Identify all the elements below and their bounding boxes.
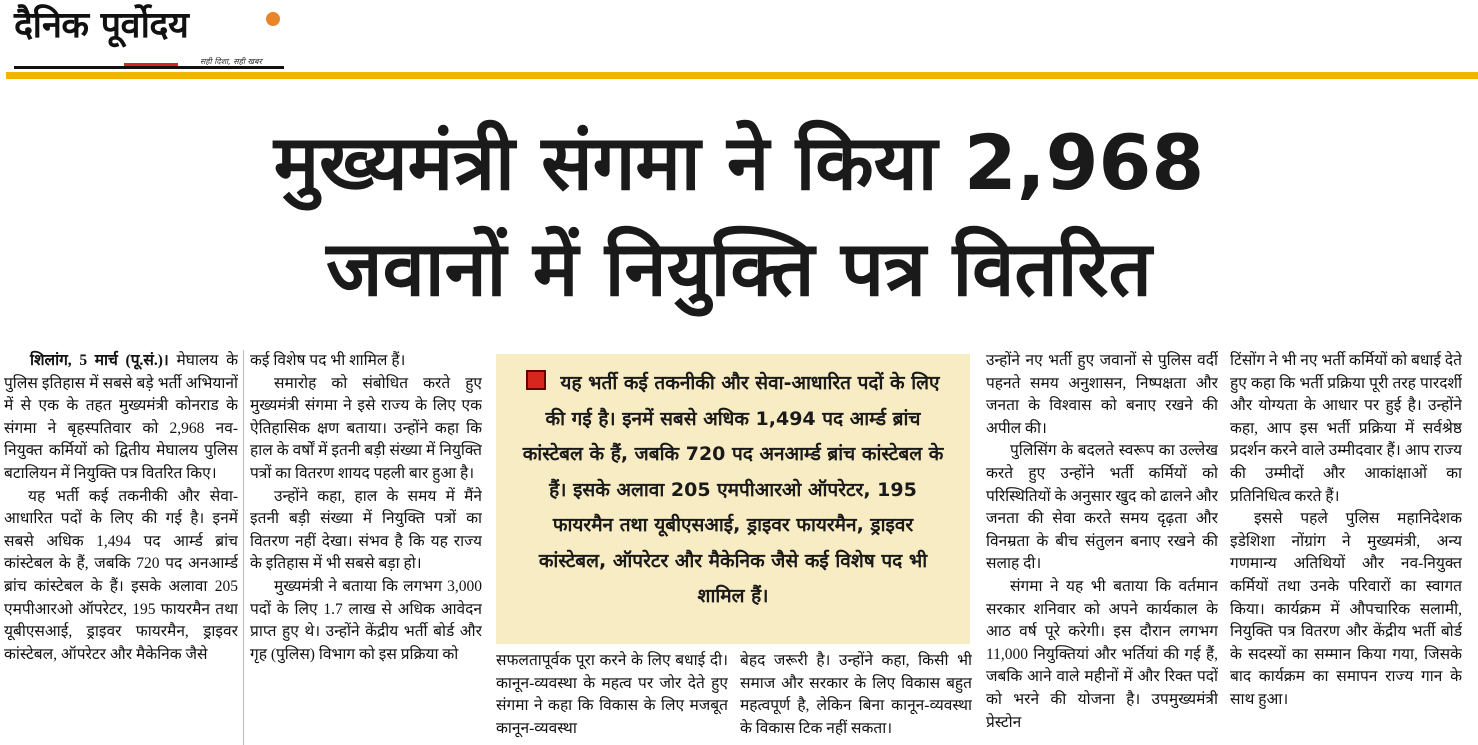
col6-paragraph-1: टिंसोंग ने भी नए भर्ती कर्मियों को बधाई देते हुए कहा कि भर्ती प्रक्रिया पूरी तरह पारदर्शी और योग्यता के आधार पर हुई है। उन्होंने कहा, आप इस भर्ती प्रक्रिया में सर्वश्रेष्ठ प्रदर्शन करने वाले उम्मीदवार हैं। आप राज्य की उम्मीदों और आकांक्षाओं का प्रतिनिधित्व करते हैं।	[1230, 352, 1462, 505]
masthead	[0, 0, 1478, 80]
col5-paragraph-3: संगमा ने यह भी बताया कि वर्तमान सरकार शनिवार को अपने कार्यकाल के आठ वर्ष पूरे करेगी। इस दौरान लगभग 11,000 नियुक्तियां और भर्तियां की गई हैं, जबकि आने वाले महीनों में और रिक्त पदों को भरने की योजना है। उपमुख्यमंत्री प्रेस्टोन	[986, 577, 1218, 731]
logo-dot-icon	[266, 12, 280, 26]
article-column-1	[4, 350, 238, 745]
col3-paragraph-1: सफलतापूर्वक पूरा करने के लिए बधाई दी। कानून-व्यवस्था के महत्व पर जोर देते हुए संगमा ने कहा कि विकास के लिए मजबूत कानून-व्यवस्था	[496, 652, 728, 737]
col1-paragraph-1: मेघालय के पुलिस इतिहास में सबसे बड़े भर्ती अभियानों में से एक के तहत मुख्यमंत्री कोनराड के संगमा ने बृहस्पतिवार को 2,968 नव-नियुक्त कर्मियों को द्वितीय मेघालय पुलिस बटालियन में नियुक्ति पत्र वितरित किए।	[4, 352, 238, 482]
col6-paragraph-2: इससे पहले पुलिस महानिदेशक इडेशिशा नोंग्रांग ने मुख्यमंत्री, अन्य गणमान्य अतिथियों और नव-नियुक्त कर्मियों तथा उनके परिवारों का स्वागत किया। कार्यक्रम में औपचारिक सलामी, नियुक्ति पत्र वितरण और केंद्रीय भर्ती बोर्ड के सदस्यों का सम्मान किया गया, जिसके बाद कार्यक्रम का समापन राज्य गान के साथ हुआ।	[1230, 510, 1462, 708]
logo-red-accent	[124, 63, 178, 66]
col5-paragraph-2: पुलिसिंग के बदलते स्वरूप का उल्लेख करते हुए उन्होंने भर्ती कर्मियों को परिस्थितियों के अनुसार खुद को ढालने और जनता की सेवा करते समय दृढ़ता और विनम्रता के बीच संतुलन बनाए रखने की सलाह दी।	[986, 442, 1218, 573]
col2-paragraph-1: कई विशेष पद भी शामिल हैं।	[250, 352, 406, 369]
masthead-tagline: सही दिशा, सही खबर	[200, 57, 262, 66]
headline-line-2: जवानों में नियुक्ति पत्र वितरित	[326, 224, 1152, 313]
col2-paragraph-3: उन्होंने कहा, हाल के समय में मैंने इतनी बड़ी संख्या में नियुक्ति पत्रों का वितरण नहीं देखा। संभव है कि यह राज्य के इतिहास में भी सबसे बड़ा हो।	[250, 487, 482, 573]
article-column-3	[496, 650, 728, 745]
col2-paragraph-2: समारोह को संबोधित करते हुए मुख्यमंत्री संगमा ने इसे राज्य के लिए एक ऐतिहासिक क्षण बताया। उन्होंने कहा कि हाल के वर्षों में इतनी बड़ी संख्या में नियुक्ति पत्रों का वितरण शायद पहली बार हुआ है।	[250, 374, 482, 482]
column-divider	[243, 350, 244, 745]
article-column-4	[740, 650, 972, 745]
headline	[0, 110, 1478, 322]
pull-quote-box	[496, 354, 970, 644]
col1-paragraph-2: यह भर्ती कई तकनीकी और सेवा-आधारित पदों के लिए की गई है। इनमें सबसे अधिक 1,494 पद आर्म्ड ब्रांच कांस्टेबल के हैं, जबकि 720 पद अनआर्म्ड ब्रांच कांस्टेबल के हैं। इसके अलावा 205 एमपीआरओ ऑपरेटर, 195 फायरमैन तथा यूबीएसआई, ड्राइवर फायरमैन, ड्राइवर कांस्टेबल, ऑपरेटर और मैकेनिक जैसे	[4, 487, 238, 663]
pull-quote-text: यह भर्ती कई तकनीकी और सेवा-आधारित पदों के लिए की गई है। इनमें सबसे अधिक 1,494 पद आर्म्ड ब्रांच कांस्टेबल के हैं, जबकि 720 पद अनआर्म्ड ब्रांच कांस्टेबल के हैं। इसके अलावा 205 एमपीआरओ ऑपरेटर, 195 फायरमैन तथा यूबीएसआई, ड्राइवर फायरमैन, ड्राइवर कांस्टेबल, ऑपरेटर और मैकेनिक जैसे कई विशेष पद भी शामिल हैं।	[522, 372, 944, 607]
article-column-6	[1230, 350, 1462, 745]
col4-paragraph-1: बेहद जरूरी है। उन्होंने कहा, किसी भी समाज और सरकार के लिए विकास बहुत महत्वपूर्ण है, लेकिन बिना कानून-व्यवस्था के विकास टिक नहीं सकता।	[740, 652, 972, 737]
article-column-2	[250, 350, 482, 745]
col2-paragraph-4: मुख्यमंत्री ने बताया कि लगभग 3,000 पदों के लिए 1.7 लाख से अधिक आवेदन प्राप्त हुए थे। उन्होंने केंद्रीय भर्ती बोर्ड और गृह (पुलिस) विभाग को इस प्रक्रिया को	[250, 577, 482, 663]
dateline: शिलांग, 5 मार्च (पू.सं.)।	[30, 352, 169, 369]
header-rule	[6, 72, 1478, 79]
col5-paragraph-1: उन्होंने नए भर्ती हुए जवानों से पुलिस वर्दी पहनते समय अनुशासन, निष्पक्षता और जनता के विश्वास को बनाए रखने की अपील की।	[986, 352, 1218, 437]
headline-line-1: मुख्यमंत्री संगमा ने किया 2,968	[273, 118, 1205, 207]
article-column-5	[986, 350, 1218, 745]
newspaper-logo: दैनिक पूर्वोदय	[14, 5, 189, 46]
square-bullet-icon	[526, 370, 546, 390]
